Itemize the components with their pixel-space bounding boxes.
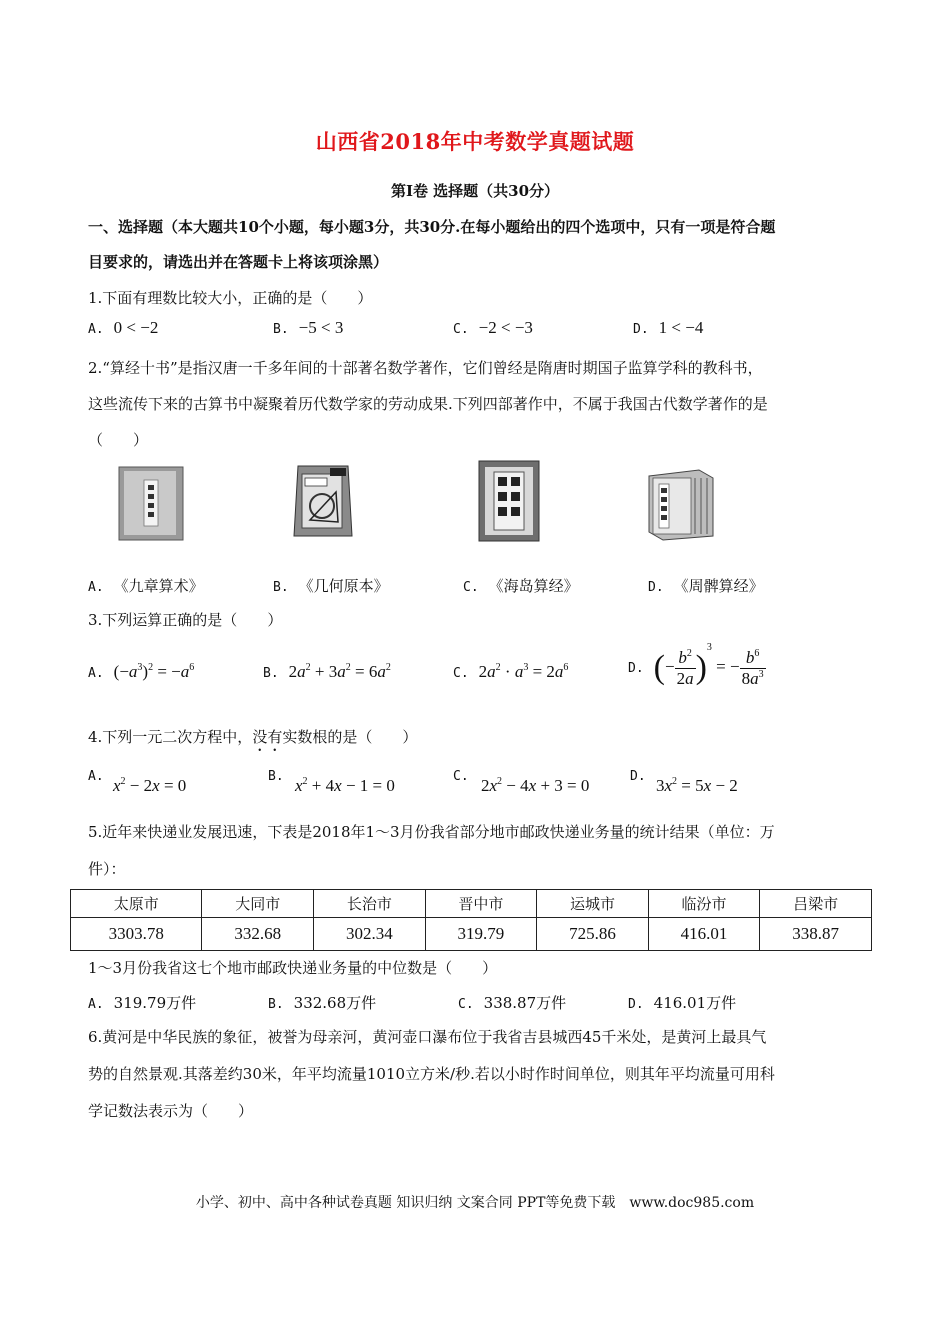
book-image-zhoubi — [645, 466, 717, 542]
book-image-haidao — [478, 460, 540, 542]
q1-option-d: D. 1 < −4 — [633, 318, 704, 337]
table-header-row — [71, 890, 872, 918]
q5-question: 1～3月份我省这七个地市邮政快递业务量的中位数是（ ） — [88, 959, 498, 977]
q1-option-a: A. 0 < −2 — [88, 318, 159, 337]
book-image-jihe — [290, 462, 356, 542]
q6-stem-line1: 6.黄河是中华民族的象征，被誉为母亲河，黄河壶口瀑布位于我省吉县城西45千米处，是黄河上最具气 — [88, 1028, 767, 1046]
section-instructions-line1: 一、选择题（本大题共10个小题，每小题3分，共30分.在每小题给出的四个选项中，只有一项是符合题 — [88, 218, 776, 236]
courier-volume-table — [70, 889, 872, 951]
q4-option-d: D. — [630, 769, 646, 784]
table-header-cell: 吕梁市 — [760, 890, 872, 918]
page-title: 山西省2018年中考数学真题试题 — [315, 129, 635, 154]
table-header-cell: 晋中市 — [425, 890, 537, 918]
q2-stem-line3: （ ） — [88, 431, 149, 449]
q5-option-c: C. 338.87万件 — [458, 994, 567, 1012]
q6-stem-line2: 势的自然景观.其落差约30米，年平均流量1010立方米/秒.若以小时作时间单位，则其年平均流量可用科 — [88, 1065, 775, 1083]
q5-stem-line1: 5.近年来快递业发展迅速，下表是2018年1～3月份我省部分地市邮政快递业务量的统计结果（单位：万 — [88, 823, 775, 841]
table-header-cell: 太原市 — [71, 890, 202, 918]
q2-option-c: C. 《海岛算经》 — [463, 577, 579, 595]
q4-option-c-expr: $2x^2 - 4x + 3 = 0$ — [481, 776, 590, 795]
q2-stem-line1: 2.“算经十书”是指汉唐一千多年间的十部著名数学著作，它们曾经是隋唐时期国子监算学科的教科书， — [88, 359, 763, 377]
table-cell: 332.68 — [202, 918, 314, 951]
book-image-jiuzhang — [118, 466, 184, 541]
table-cell: 725.86 — [537, 918, 649, 951]
q4-option-c: C. — [453, 769, 469, 784]
q1-option-c: C. −2 < −3 — [453, 318, 533, 337]
table-header-cell: 运城市 — [537, 890, 649, 918]
q4-option-b: B. — [268, 769, 284, 784]
q5-stem-line2: 件）： — [88, 860, 126, 878]
table-cell: 416.01 — [648, 918, 760, 951]
q3-option-b: B. $2a^2 + 3a^2 = 6a^2$ — [263, 662, 391, 681]
q4-option-b-expr: $x^2 + 4x - 1 = 0$ — [295, 776, 395, 795]
table-header-cell: 大同市 — [202, 890, 314, 918]
q4-option-d-expr: $3x^2 = 5x - 2$ — [656, 776, 738, 795]
q2-option-d: D. 《周髀算经》 — [648, 577, 764, 595]
table-cell: 338.87 — [760, 918, 872, 951]
q3-option-d: D. (− $\frac{b^2}{2a}$ )$^3$ = − $\frac{b^6}{8a^3}$ — [628, 642, 764, 688]
q4-option-a: A. — [88, 769, 104, 784]
table-header-cell: 临汾市 — [648, 890, 760, 918]
q5-option-d: D. 416.01万件 — [628, 994, 737, 1012]
table-cell: 319.79 — [425, 918, 537, 951]
q5-option-a: A. 319.79万件 — [88, 994, 197, 1012]
q3-option-a: A. $(-a^3)^2 = -a^6$ — [88, 662, 195, 681]
q2-stem-line2: 这些流传下来的古算书中凝聚着历代数学家的劳动成果.下列四部著作中，不属于我国古代数学著作的是 — [88, 395, 768, 413]
q5-option-b: B. 332.68万件 — [268, 994, 377, 1012]
page-footer: 小学、初中、高中各种试卷真题 知识归纳 文案合同 PPT等免费下载 www.doc985.com — [195, 1195, 755, 1211]
q3-option-c: C. $2a^2 \cdot a^3 = 2a^6$ — [453, 662, 569, 681]
q6-stem-line3: 学记数法表示为（ ） — [88, 1102, 254, 1120]
q4-stem: 4.下列一元二次方程中，没有实数根的是（ ） — [88, 728, 418, 746]
table-row — [71, 918, 872, 951]
q1-stem: 1.下面有理数比较大小，正确的是（ ） — [88, 289, 373, 307]
q2-option-a: A. 《九章算术》 — [88, 577, 204, 595]
q4-emphasis: 没有 — [252, 728, 283, 746]
table-header-cell: 长治市 — [314, 890, 426, 918]
table-cell: 3303.78 — [71, 918, 202, 951]
q1-option-b: B. −5 < 3 — [273, 318, 344, 337]
section-instructions-line2: 目要求的，请选出并在答题卡上将该项涂黑） — [88, 253, 389, 271]
table-cell: 302.34 — [314, 918, 426, 951]
q2-option-b: B. 《几何原本》 — [273, 577, 389, 595]
q3-stem: 3.下列运算正确的是（ ） — [88, 611, 283, 629]
q4-option-a-expr: $x^2 - 2x = 0$ — [113, 776, 187, 795]
section-subtitle: 第Ⅰ卷 选择题（共30分） — [390, 182, 560, 200]
